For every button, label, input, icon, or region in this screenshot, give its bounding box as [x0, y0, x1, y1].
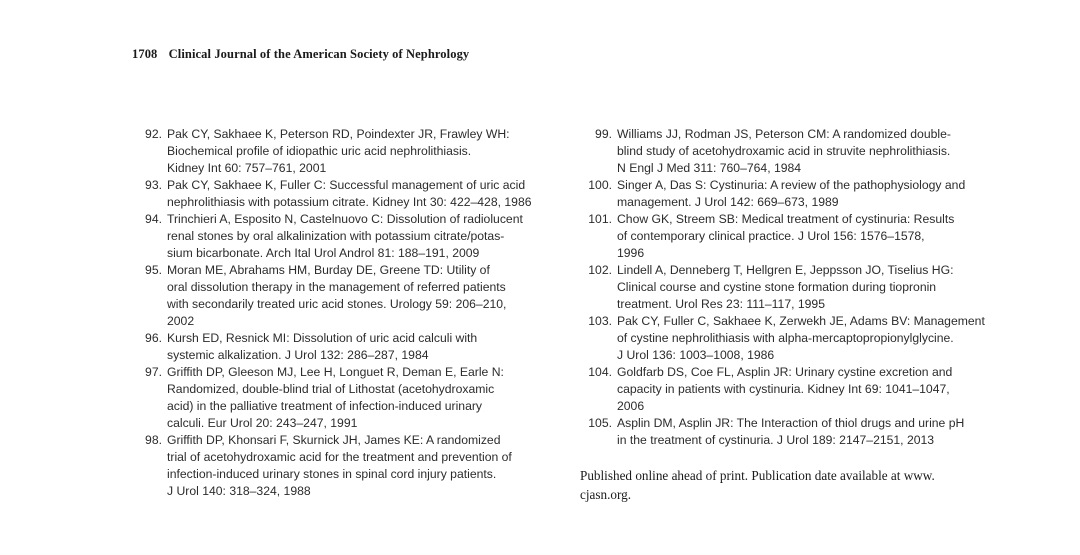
reference-number: 105. [588, 416, 612, 430]
reference-item [580, 126, 1020, 177]
publication-note [580, 466, 1020, 504]
reference-line: 2002 [167, 314, 195, 328]
reference-text [617, 211, 1020, 262]
reference-item [132, 126, 572, 177]
reference-text [167, 126, 572, 177]
reference-line: Lindell A, Denneberg T, Hellgren E, Jeppsson JO, Tiselius HG: [617, 263, 954, 277]
reference-line: Randomized, double-blind trial of Lithostat (acetohydroxamic [167, 382, 495, 396]
reference-line: N Engl J Med 311: 760–764, 1984 [617, 161, 802, 175]
reference-line: Moran ME, Abrahams HM, Burday DE, Greene TD: Utility of [167, 263, 490, 277]
reference-line: trial of acetohydroxamic acid for the treatment and prevention of [167, 450, 512, 464]
publication-note-line: cjasn.org. [580, 487, 632, 502]
journal-title: Clinical Journal of the American Society of Nephrology [168, 47, 470, 61]
reference-item [132, 262, 572, 330]
reference-text [167, 262, 572, 330]
reference-line: systemic alkalization. J Urol 132: 286–287, 1984 [167, 348, 429, 362]
reference-line: Trinchieri A, Esposito N, Castelnuovo C: Dissolution of radiolucent [167, 212, 523, 226]
reference-line: oral dissolution therapy in the management of referred patients [167, 280, 506, 294]
reference-line: 2006 [617, 399, 645, 413]
reference-line: Griffith DP, Gleeson MJ, Lee H, Longuet R, Deman E, Earle N: [167, 365, 504, 379]
reference-line: in the treatment of cystinuria. J Urol 189: 2147–2151, 2013 [617, 433, 935, 447]
reference-item [580, 313, 1020, 364]
reference-line: renal stones by oral alkalinization with potassium citrate/potas- [167, 229, 505, 243]
reference-text [617, 177, 1020, 211]
reference-line: J Urol 136: 1003–1008, 1986 [617, 348, 775, 362]
reference-number: 104. [588, 365, 612, 379]
reference-text [617, 415, 1020, 449]
reference-number: 97. [145, 365, 162, 379]
page-number: 1708 [132, 47, 158, 61]
reference-line: infection-induced urinary stones in spinal cord injury patients. [167, 467, 497, 481]
reference-line: of contemporary clinical practice. J Urol 156: 1576–1578, [617, 229, 925, 243]
references-right-column [580, 126, 1020, 449]
reference-item [132, 177, 572, 211]
reference-line: Pak CY, Fuller C, Sakhaee K, Zerwekh JE, Adams BV: Management [617, 314, 985, 328]
reference-text [167, 432, 572, 500]
reference-item [132, 364, 572, 432]
reference-line: treatment. Urol Res 23: 111–117, 1995 [617, 297, 825, 311]
reference-number: 94. [145, 212, 162, 226]
reference-line: Biochemical profile of idiopathic uric acid nephrolithiasis. [167, 144, 472, 158]
reference-line: nephrolithiasis with potassium citrate. Kidney Int 30: 422–428, 1986 [167, 195, 532, 209]
reference-line: Kidney Int 60: 757–761, 2001 [167, 161, 327, 175]
reference-line: Pak CY, Sakhaee K, Fuller C: Successful management of uric acid [167, 178, 526, 192]
reference-line: management. J Urol 142: 669–673, 1989 [617, 195, 839, 209]
reference-number: 95. [145, 263, 162, 277]
reference-line: sium bicarbonate. Arch Ital Urol Androl 81: 188–191, 2009 [167, 246, 480, 260]
reference-line: calculi. Eur Urol 20: 243–247, 1991 [167, 416, 358, 430]
references-left-column [132, 126, 572, 500]
reference-line: Griffith DP, Khonsari F, Skurnick JH, James KE: A randomized [167, 433, 501, 447]
reference-line: capacity in patients with cystinuria. Kidney Int 69: 1041–1047, [617, 382, 950, 396]
reference-line: Kursh ED, Resnick MI: Dissolution of uric acid calculi with [167, 331, 478, 345]
reference-text [167, 211, 572, 262]
reference-item [132, 432, 572, 500]
reference-line: Singer A, Das S: Cystinuria: A review of the pathophysiology and [617, 178, 966, 192]
reference-number: 100. [588, 178, 612, 192]
reference-line: J Urol 140: 318–324, 1988 [167, 484, 311, 498]
reference-line: Asplin DM, Asplin JR: The Interaction of thiol drugs and urine pH [617, 416, 965, 430]
reference-line: Clinical course and cystine stone formation during tiopronin [617, 280, 937, 294]
reference-number: 99. [595, 127, 612, 141]
reference-line: 1996 [617, 246, 645, 260]
reference-line: Chow GK, Streem SB: Medical treatment of cystinuria: Results [617, 212, 955, 226]
reference-number: 93. [145, 178, 162, 192]
reference-line: with secondarily treated uric acid stones. Urology 59: 206–210, [167, 297, 507, 311]
reference-item [132, 211, 572, 262]
reference-number: 102. [588, 263, 612, 277]
reference-text [167, 364, 572, 432]
reference-text [617, 262, 1020, 313]
reference-text [617, 126, 1020, 177]
reference-text [167, 330, 572, 364]
reference-item [580, 177, 1020, 211]
reference-text [617, 313, 1020, 364]
running-header [132, 47, 469, 62]
reference-item [132, 330, 572, 364]
reference-number: 103. [588, 314, 612, 328]
reference-line: Goldfarb DS, Coe FL, Asplin JR: Urinary cystine excretion and [617, 365, 953, 379]
reference-line: of cystine nephrolithiasis with alpha-mercaptopropionylglycine. [617, 331, 954, 345]
reference-line: Pak CY, Sakhaee K, Peterson RD, Poindexter JR, Frawley WH: [167, 127, 510, 141]
publication-note-line: Published online ahead of print. Publication date available at www. [580, 468, 935, 483]
reference-text [167, 177, 572, 211]
reference-item [580, 364, 1020, 415]
reference-text [617, 364, 1020, 415]
reference-line: acid) in the palliative treatment of infection-induced urinary [167, 399, 483, 413]
reference-number: 101. [588, 212, 612, 226]
reference-line: Williams JJ, Rodman JS, Peterson CM: A randomized double- [617, 127, 951, 141]
reference-line: blind study of acetohydroxamic acid in struvite nephrolithiasis. [617, 144, 951, 158]
reference-item [580, 211, 1020, 262]
reference-number: 96. [145, 331, 162, 345]
reference-item [580, 262, 1020, 313]
reference-number: 98. [145, 433, 162, 447]
reference-number: 92. [145, 127, 162, 141]
reference-item [580, 415, 1020, 449]
